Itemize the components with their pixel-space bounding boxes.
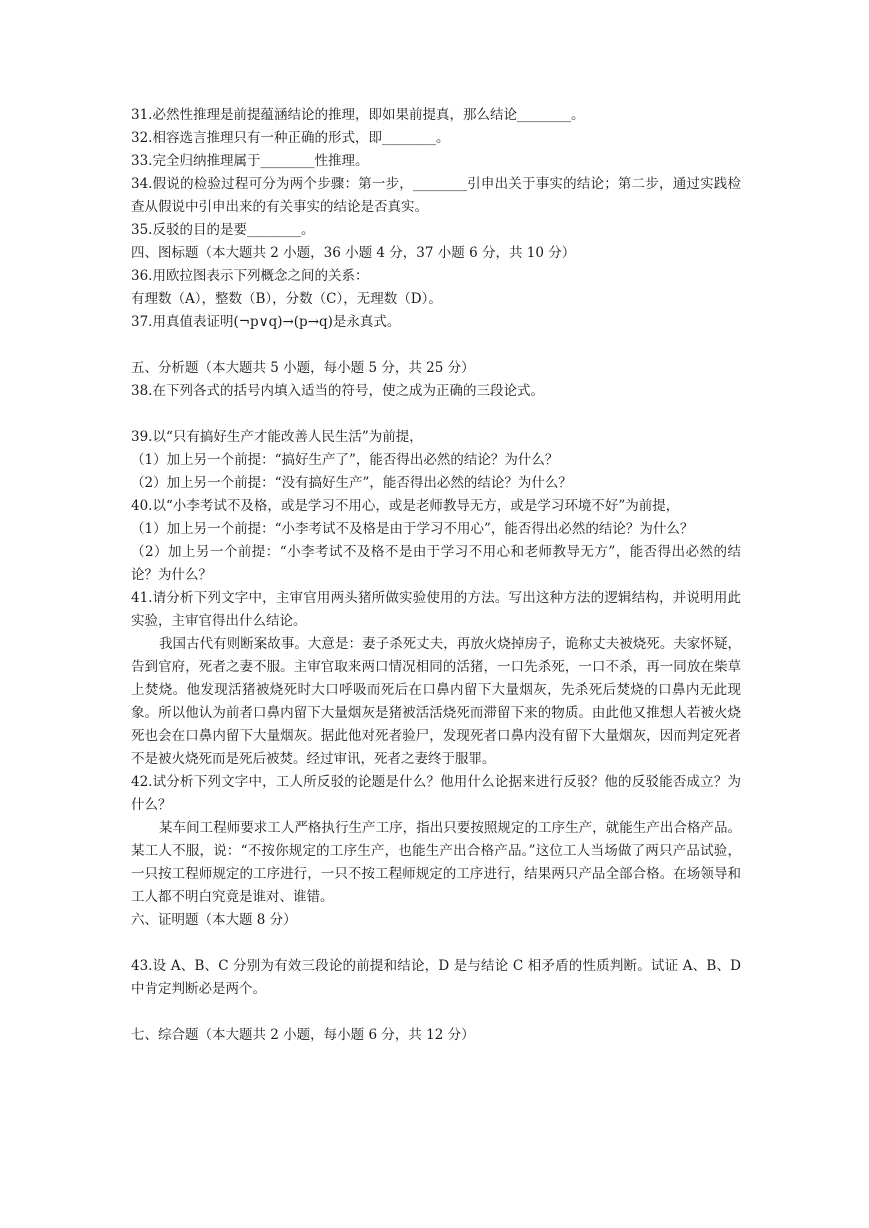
question-40-part-1: （1）加上另一个前提：“小李考试不及格是由于学习不用心”，能否得出必然的结论？为什么？ <box>131 521 694 537</box>
question-41: 41.请分析下列文字中，主审官用两头猪所做实验使用的方法。写出这种方法的逻辑结构，并说明用此实验，主审官得出什么结论。 <box>131 590 741 629</box>
exam-document <box>131 104 746 1047</box>
question-41-passage: 我国古代有则断案故事。大意是：妻子杀死丈夫，再放火烧掉房子，诡称丈夫被烧死。夫家怀疑，告到官府，死者之妻不服。主审官取来两口情况相同的活猪，一口先杀死，一口不杀，再一同放在柴草上焚烧。他发现活猪被烧死时大口呼吸而死后在口鼻内留下大量烟灰，先杀死后焚烧的口鼻内无此现象。所以他认为前者口鼻内留下大量烟灰是猪被活活烧死而滞留下来的物质。由此他又推想人若被火烧死也会在口鼻内留下大量烟灰。据此他对死者验尸，发现死者口鼻内没有留下大量烟灰，因而判定死者不是被火烧死而是死后被焚。经过审讯，死者之妻终于服罪。 <box>131 636 741 767</box>
section-4-heading: 四、图标题（本大题共 2 小题，36 小题 4 分，37 小题 6 分，共 10 分） <box>131 245 576 261</box>
question-42: 42.试分析下列文字中，工人所反驳的论题是什么？他用什么论据来进行反驳？他的反驳能否成立？为什么？ <box>131 774 741 813</box>
spacer <box>131 932 741 955</box>
section-5-heading: 五、分析题（本大题共 5 小题，每小题 5 分，共 25 分） <box>131 360 475 376</box>
question-40-part-2: （2）加上另一个前提：“小李考试不及格不是由于学习不用心和老师教导无方”，能否得出必然的结论？为什么？ <box>131 544 741 583</box>
question-34: 34.假说的检验过程可分为两个步骤：第一步，________引申出关于事实的结论；第二步，通过实践检查从假说中引申出来的有关事实的结论是否真实。 <box>131 176 741 215</box>
question-39: 39.以“只有搞好生产才能改善人民生活”为前提， <box>131 429 423 445</box>
question-36: 36.用欧拉图表示下列概念之间的关系： <box>131 268 369 284</box>
spacer <box>131 403 741 426</box>
question-39-part-1: （1）加上另一个前提：“搞好生产了”，能否得出必然的结论？为什么？ <box>131 452 559 468</box>
question-31: 31.必然性推理是前提蕴涵结论的推理，即如果前提真，那么结论________。 <box>131 107 585 123</box>
question-33: 33.完全归纳推理属于________性推理。 <box>131 153 369 169</box>
spacer <box>131 1001 741 1024</box>
spacer <box>131 334 741 357</box>
question-36-concepts: 有理数（A），整数（B），分数（C），无理数（D）。 <box>131 291 442 307</box>
question-38: 38.在下列各式的括号内填入适当的符号，使之成为正确的三段论式。 <box>131 383 544 399</box>
question-35: 35.反驳的目的是要________。 <box>131 222 315 238</box>
question-32: 32.相容选言推理只有一种正确的形式，即________。 <box>131 130 450 146</box>
section-6-heading: 六、证明题（本大题 8 分） <box>131 912 297 928</box>
question-39-part-2: （2）加上另一个前提：“没有搞好生产”，能否得出必然的结论？为什么？ <box>131 475 572 491</box>
question-43: 43.设 A、B、C 分别为有效三段论的前提和结论，D 是与结论 C 相矛盾的性质判断。试证 A、B、D 中肯定判断必是两个。 <box>131 958 746 997</box>
question-37: 37.用真值表证明(¬p∨q)→(p→q)是永真式。 <box>131 314 401 330</box>
question-42-passage: 某车间工程师要求工人严格执行生产工序，指出只要按照规定的工序生产，就能生产出合格产品。某工人不服，说：“不按你规定的工序生产，也能生产出合格产品。”这位工人当场做了两只产品试验，一只按工程师规定的工序进行，一只不按工程师规定的工序进行，结果两只产品全部合格。在场领导和工人都不明白究竟是谁对、谁错。 <box>131 820 741 905</box>
section-7-heading: 七、综合题（本大题共 2 小题，每小题 6 分，共 12 分） <box>131 1027 475 1043</box>
question-40: 40.以“小李考试不及格，或是学习不用心，或是老师教导无方，或是学习环境不好”为前提， <box>131 498 680 514</box>
